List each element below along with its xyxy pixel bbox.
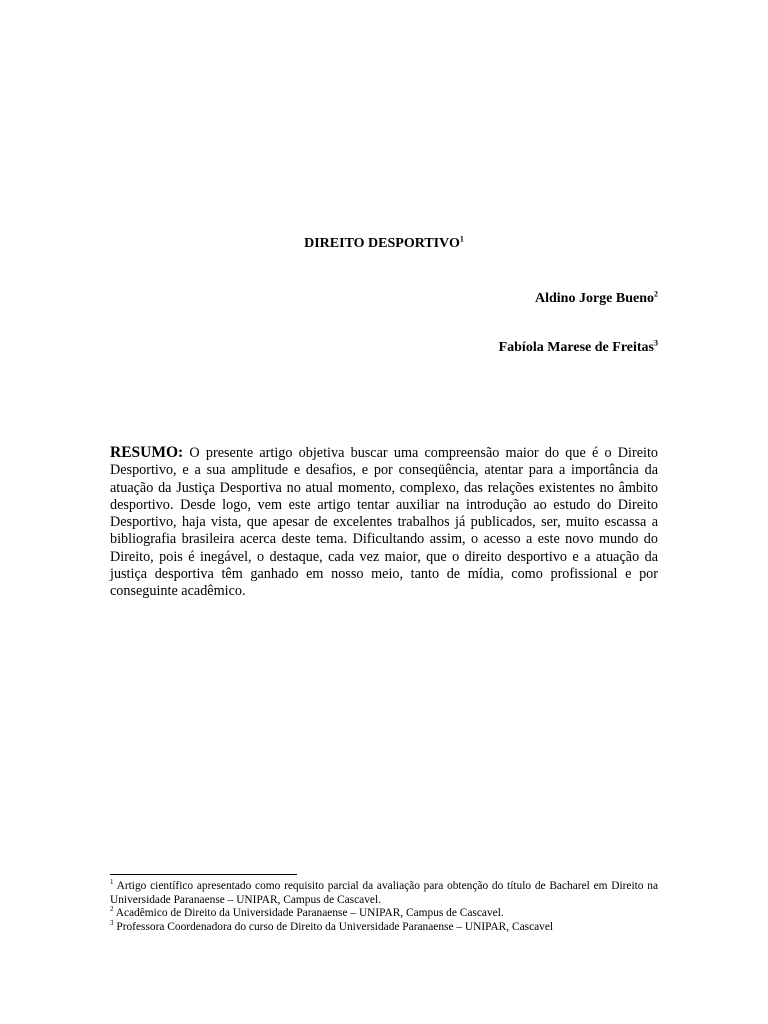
footnote-3-marker: 3 (110, 919, 114, 928)
author-1-footnote-marker: 2 (654, 289, 658, 299)
title-text: DIREITO DESPORTIVO (304, 236, 460, 251)
footnote-separator (110, 874, 297, 875)
footnote-3-text: Professora Coordenadora do curso de Direito da Universidade Paranaense – UNIPAR, Cascavel (116, 921, 554, 934)
footnote-1 (110, 880, 658, 907)
title-footnote-marker: 1 (459, 234, 464, 244)
footnote-2-marker: 2 (110, 905, 114, 914)
author-2-name: Fabíola Marese de Freitas (498, 340, 654, 355)
abstract-text: O presente artigo objetiva buscar uma compreensão maior do que é o Direito Desportivo, e a sua amplitude e desafios, e por conseqüência, atentar para a importância da atuação da Justiça Desportiva no atual momento, complexo, das relações existentes no âmbito desportivo. Desde logo, vem este artigo tentar auxiliar na introdução ao estudo do Direito Desportivo, haja vista, que apesar de excelentes trabalhos já publicados, ser, muito escassa a bibliografia brasileira acerca deste tema. Dificultando assim, o acesso a este novo mundo do Direito, pois é inegável, o destaque, cada vez maior, que o direito desportivo e a atuação da justiça desportiva têm ganhado em nosso meio, tanto de mídia, como profissional e por conseguinte acadêmico. (110, 445, 658, 600)
footnote-2-text: Acadêmico de Direito da Universidade Paranaense – UNIPAR, Campus de Cascavel. (115, 907, 504, 920)
author-2 (499, 340, 658, 356)
abstract-label: RESUMO: (110, 444, 184, 461)
footnote-1-text: Artigo científico apresentado como requisito parcial da avaliação para obtenção do título de Bacharel em Direito na Universidade Paranaense – UNIPAR, Campus de Cascavel. (110, 880, 658, 906)
footnote-2 (110, 907, 658, 921)
author-1 (535, 291, 658, 307)
footnotes (110, 880, 658, 935)
author-1-name: Aldino Jorge Bueno (534, 291, 654, 306)
abstract-paragraph (110, 444, 658, 601)
document-title (0, 236, 768, 252)
footnote-1-marker: 1 (110, 878, 114, 887)
author-2-footnote-marker: 3 (654, 338, 658, 348)
footnote-3 (110, 921, 658, 935)
